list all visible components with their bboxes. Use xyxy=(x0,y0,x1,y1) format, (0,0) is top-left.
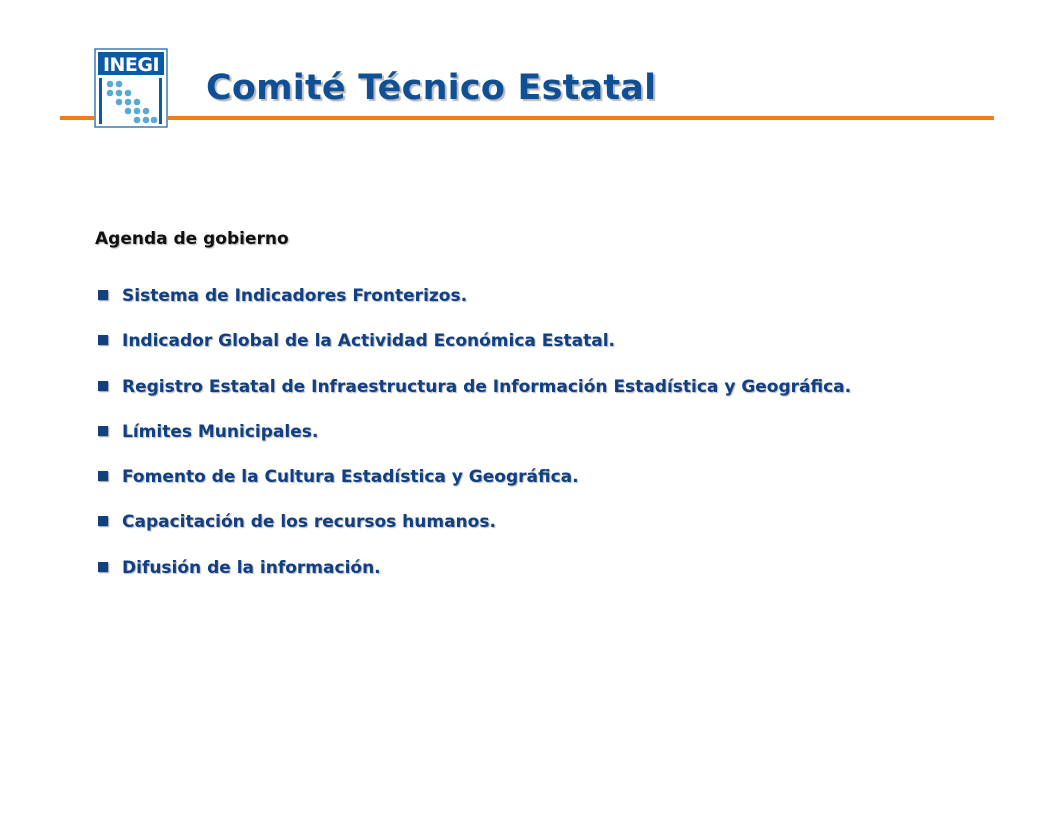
list-item-text: Fomento de la Cultura Estadística y Geográfica. xyxy=(122,467,579,488)
square-bullet-icon xyxy=(98,290,108,300)
list-item-text: Registro Estatal de Infraestructura de Información Estadística y Geográfica. xyxy=(122,376,852,397)
inegi-logo-icon xyxy=(94,48,168,128)
square-bullet-icon xyxy=(98,381,108,391)
list-item xyxy=(98,329,851,374)
header-divider xyxy=(60,116,994,120)
list-item-text: Indicador Global de la Actividad Económica Estatal. xyxy=(122,331,615,352)
list-item xyxy=(98,420,851,465)
section-heading: Agenda de gobierno xyxy=(95,229,289,249)
page-title: Comité Técnico Estatal xyxy=(206,68,657,108)
agenda-list xyxy=(98,284,851,601)
list-item xyxy=(98,284,851,329)
list-item-text: Límites Municipales. xyxy=(122,421,319,442)
logo-text: INEGI xyxy=(102,54,160,76)
list-item-text: Difusión de la información. xyxy=(122,557,381,578)
square-bullet-icon xyxy=(98,335,108,345)
square-bullet-icon xyxy=(98,516,108,526)
list-item xyxy=(98,465,851,510)
list-item xyxy=(98,556,851,601)
square-bullet-icon xyxy=(98,562,108,572)
list-item-text: Capacitación de los recursos humanos. xyxy=(122,512,496,533)
square-bullet-icon xyxy=(98,426,108,436)
inegi-logo xyxy=(94,48,168,128)
square-bullet-icon xyxy=(98,471,108,481)
list-item xyxy=(98,375,851,420)
list-item-text: Sistema de Indicadores Fronterizos. xyxy=(122,286,468,306)
list-item xyxy=(98,510,851,555)
